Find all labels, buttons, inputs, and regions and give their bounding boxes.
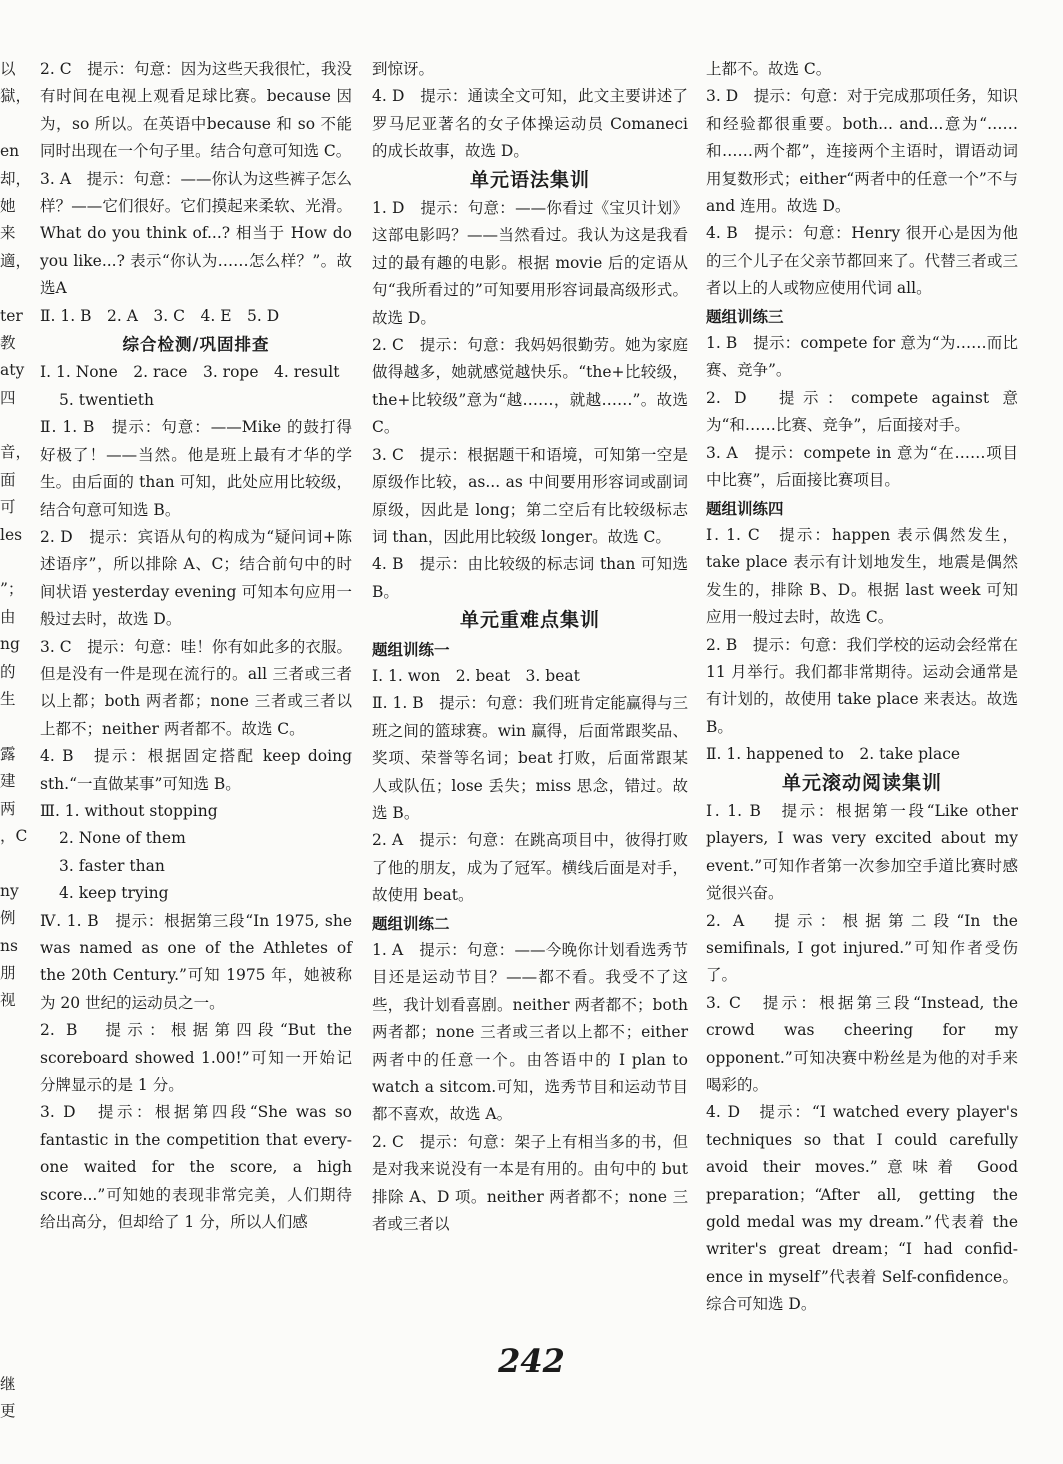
answer-item: 3. A 提示：句意：——你认为这些裤子怎么样？——它们很好。它们摸起来柔软、光滑。What do you think of...? 相当于 How do you like...? 表示“你认为……怎么样？”。故选A	[40, 169, 352, 298]
left-page-fragment: les	[0, 525, 23, 544]
left-page-fragment: 视	[0, 991, 16, 1010]
left-page-fragment	[0, 412, 26, 439]
left-page-fragment	[0, 549, 26, 576]
left-page-fragment: 四	[0, 388, 16, 407]
left-page-fragment	[0, 1261, 26, 1288]
answer-item: 4. B 提示：由比较级的标志词 than 可知选 B。	[372, 555, 688, 601]
left-page-fragment: 適，	[0, 251, 32, 270]
left-page-fragment: 面	[0, 470, 16, 489]
left-page-fragment: 却，	[0, 169, 32, 188]
left-page-fragment: 例	[0, 909, 16, 928]
left-page-fragment: ”；	[0, 580, 24, 599]
left-page-fragment	[0, 1289, 26, 1316]
answer-item: Ⅰ. 1. C 提示：happen 表示偶然发生，take place 表示有计划地发生，地震是偶然发生的，排除 B、D。根据 last week 可知应用一般过去时，故选 C。	[706, 525, 1018, 627]
subsection-heading: 题组训练一	[372, 639, 450, 659]
answer-line: Ⅰ. 1. None 2. race 3. rope 4. result	[40, 363, 340, 382]
left-page-fragment: ng	[0, 635, 20, 654]
left-page-fragments	[0, 56, 32, 1426]
left-page-fragment: ter	[0, 306, 23, 325]
section-heading: 综合检测/巩固排查	[122, 335, 270, 355]
left-page-fragment: 生	[0, 689, 16, 708]
answer-item: 到惊讶。	[372, 60, 435, 78]
left-page-fragment	[0, 850, 26, 877]
left-page-fragment	[0, 1234, 26, 1261]
left-page-fragment	[0, 1152, 26, 1179]
left-page-fragment: 由	[0, 607, 16, 626]
answer-line: 3. faster than	[59, 856, 165, 875]
left-page-fragment: 继	[0, 1374, 16, 1393]
left-page-fragment: 来	[0, 224, 16, 243]
answer-line: Ⅱ. 1. B 2. A 3. C 4. E 5. D	[40, 306, 280, 325]
subsection-heading: 题组训练三	[706, 306, 784, 326]
left-page-fragment: 教	[0, 333, 16, 352]
left-page-fragment: ns	[0, 936, 18, 955]
left-page-fragment	[0, 1124, 26, 1151]
left-page-fragment: ny	[0, 881, 19, 900]
answer-item: Ⅳ. 1. B 提示：根据第三段“In 1975, she was named as one of the Athletes of the 20th Century.”可知 1975 年，她被称为 20 世纪的运动员之一。	[40, 911, 352, 1012]
answer-line: Ⅱ. 1. happened to 2. take place	[706, 745, 961, 764]
left-page-fragment: 两	[0, 799, 16, 818]
answer-line: Ⅰ. 1. won 2. beat 3. beat	[372, 666, 580, 685]
answer-item: 2. B 提示：根据第四段“But the scoreboard showed 1.00!”可知一开始记分牌显示的是 1 分。	[40, 1021, 352, 1095]
section-heading: 单元语法集训	[469, 168, 590, 191]
answer-item: 3. C 提示：根据题干和语境，可知第一空是原级作比较，as... as 中间要用形容词或副词原级，因此是 long；第二空后有比较级标志词 than，因此用比较级 longer。故选 C。	[372, 445, 688, 546]
left-page-fragment: 的	[0, 662, 16, 681]
answer-item: 1. D 提示：句意：——你看过《宝贝计划》这部电影吗？——当然看过。我认为这是我看过的最有趣的电影。根据 movie 后的定语从句“我所看过的”可知要用形容词最高级形式。故选 D。	[372, 199, 688, 327]
left-page-fragment: 朋	[0, 963, 16, 982]
answer-item: 3. D 提示：根据第四段“She was so fantastic in the competition that every-one waited for the score, a high score...”可知她的表现非常完美，人们期待给出高分，但却给了 1 分，所以人们感	[40, 1103, 352, 1232]
left-page-fragment: 以	[0, 60, 16, 78]
answer-item: 4. D 提示：“I watched every player's techniques so that I could carefully avoid their moves.”意味着 Good preparation；“After all, getting the gold medal was my dream.”代表着 the writer's great dream；“I had confid-ence in myself”代表着 Self-confidence。综合可知选 D。	[706, 1103, 1018, 1314]
answer-item: 3. C 提示：根据第三段“Instead, the crowd was cheering for my opponent.”可知决赛中粉丝是为他的对手来喝彩的。	[706, 993, 1018, 1095]
left-page-fragment	[0, 1015, 26, 1042]
left-page-fragment: 可	[0, 498, 16, 517]
answer-item: Ⅱ. 1. B 提示：句意：我们班肯定能赢得与三班之间的篮球赛。win 赢得，后面常跟奖品、奖项、荣誉等名词；beat 打败，后面常跟某人或队伍；lose 丢失；miss 思念，错过。故选 B。	[372, 694, 688, 822]
left-page-fragment: ，C	[0, 826, 28, 845]
left-page-fragment	[0, 1316, 26, 1343]
answer-item: 3. D 提示：句意：对于完成那项任务，知识和经验都很重要。both... and...意为“……和……两个都”，连接两个主语时，谓语动词用复数形式；either“两者中的任意一个”不与 and 连用。故选 D。	[706, 87, 1018, 216]
answer-item: 1. A 提示：句意：——今晚你计划看选秀节目还是运动节目？——都不看。我受不了这些，我计划看喜剧。neither 两者都不；both 两者都；none 三者或三者以上都不；either 两者中的任意一个。由答语中的 I plan to watch a sitcom.可知，选秀节目和运动节目都不喜欢，故选 A。	[372, 941, 688, 1124]
left-page-fragment: 更	[0, 1402, 16, 1421]
left-page-fragment: 露	[0, 744, 16, 763]
answer-item: 2. B 提示：句意：我们学校的运动会经常在 11 月举行。我们都非常期待。运动会通常是有计划的，故使用 take place 来表达。故选 B。	[706, 635, 1018, 736]
answer-item: 4. D 提示：通读全文可知，此文主要讲述了罗马尼亚著名的女子体操运动员 Comaneci 的成长故事，故选 D。	[372, 87, 688, 161]
left-page-fragment	[0, 1069, 26, 1096]
answer-column-3	[706, 56, 1018, 1319]
answer-item: 上都不。故选 C。	[706, 60, 832, 78]
answer-item: 2. A 提示：句意：在跳高项目中，彼得打败了他的朋友，成为了冠军。横线后面是对手，故使用 beat。	[372, 831, 688, 905]
answer-line: 4. keep trying	[59, 884, 169, 903]
page-number: 242	[498, 1342, 565, 1380]
answer-item: 2. C 提示：句意：架子上有相当多的书，但是对我来说没有一本是有用的。由句中的 but 排除 A、D 项。neither 两者都不；none 三者或三者以	[372, 1132, 688, 1234]
left-page-fragment	[0, 1206, 26, 1233]
left-page-fragment	[0, 713, 26, 740]
answer-line: Ⅲ. 1. without stopping	[40, 801, 218, 820]
answer-column-2	[372, 56, 688, 1238]
answer-line: 5. twentieth	[59, 390, 154, 409]
section-heading: 单元滚动阅读集训	[781, 771, 942, 794]
answer-item: 2. C 提示：句意：我妈妈很勤劳。她为家庭做得越多，她就感觉越快乐。“the+比较级，the+比较级”意为“越……，就越……”。故选 C。	[372, 336, 688, 437]
answer-item: 1. B 提示：compete for 意为“为……而比赛、竞争”。	[706, 334, 1018, 380]
left-page-fragment: en	[0, 142, 20, 161]
left-page-fragment	[0, 1097, 26, 1124]
answer-item: 2. D 提示：compete against 意为“和……比赛、竞争”，后面接对手。	[706, 388, 1018, 435]
answer-item: Ⅰ. 1. B 提示：根据第一段“Like other players, I was very excited about my event.”可知作者第一次参加空手道比赛时感觉很兴奋。	[706, 801, 1018, 903]
left-page-fragment: aty	[0, 361, 25, 380]
answer-item: 3. A 提示：compete in 意为“在……项目中比赛”，后面接比赛项目。	[706, 443, 1018, 490]
answer-column-1	[40, 56, 352, 1236]
left-page-fragment: 建	[0, 772, 16, 791]
answer-line: 2. None of them	[59, 829, 186, 848]
left-page-fragment: 音，	[0, 443, 32, 462]
left-page-fragment: 獄，	[0, 87, 32, 106]
answer-item: 2. A 提示：根据第二段“In the semifinals, I got injured.”可知作者受伤了。	[706, 911, 1018, 985]
answer-item: 2. C 提示：句意：因为这些天我很忙，我没有时间在电视上观看足球比赛。because 因为，so 所以。在英语中because 和 so 不能同时出现在一个句子里。结合句意可知选 C。	[40, 60, 352, 161]
left-page-fragment	[0, 275, 26, 302]
left-page-fragment	[0, 111, 26, 138]
subsection-heading: 题组训练四	[706, 498, 784, 518]
answer-item: 4. B 提示：根据固定搭配 keep doing sth.“一直做某事”可知选 B。	[40, 747, 352, 793]
answer-item: 3. C 提示：句意：哇！你有如此多的衣服。但是没有一件是现在流行的。all 三者或三者以上都；both 两者都；none 三者或三者以上都不；neither 两者都不。故选 C。	[40, 637, 352, 738]
answer-item: 2. D 提示：宾语从句的构成为“疑问词+陈述语序”，所以排除 A、C；结合前句中的时间状语 yesterday evening 可知本句应用一般过去时，故选 D。	[40, 527, 352, 629]
section-heading: 单元重难点集训	[459, 609, 600, 632]
subsection-heading: 题组训练二	[372, 913, 450, 933]
left-page-fragment	[0, 1042, 26, 1069]
answer-item: Ⅱ. 1. B 提示：句意：——Mike 的鼓打得好极了！——当然。他是班上最有才华的学生。由后面的 than 可知，此处应用比较级，结合句意可知选 B。	[40, 418, 352, 519]
left-page-fragment	[0, 1179, 26, 1206]
answer-item: 4. B 提示：句意：Henry 很开心是因为他的三个儿子在父亲节都回来了。代替三者或三者以上的人或物应使用代词 all。	[706, 224, 1018, 298]
left-page-fragment: 她	[0, 196, 16, 215]
